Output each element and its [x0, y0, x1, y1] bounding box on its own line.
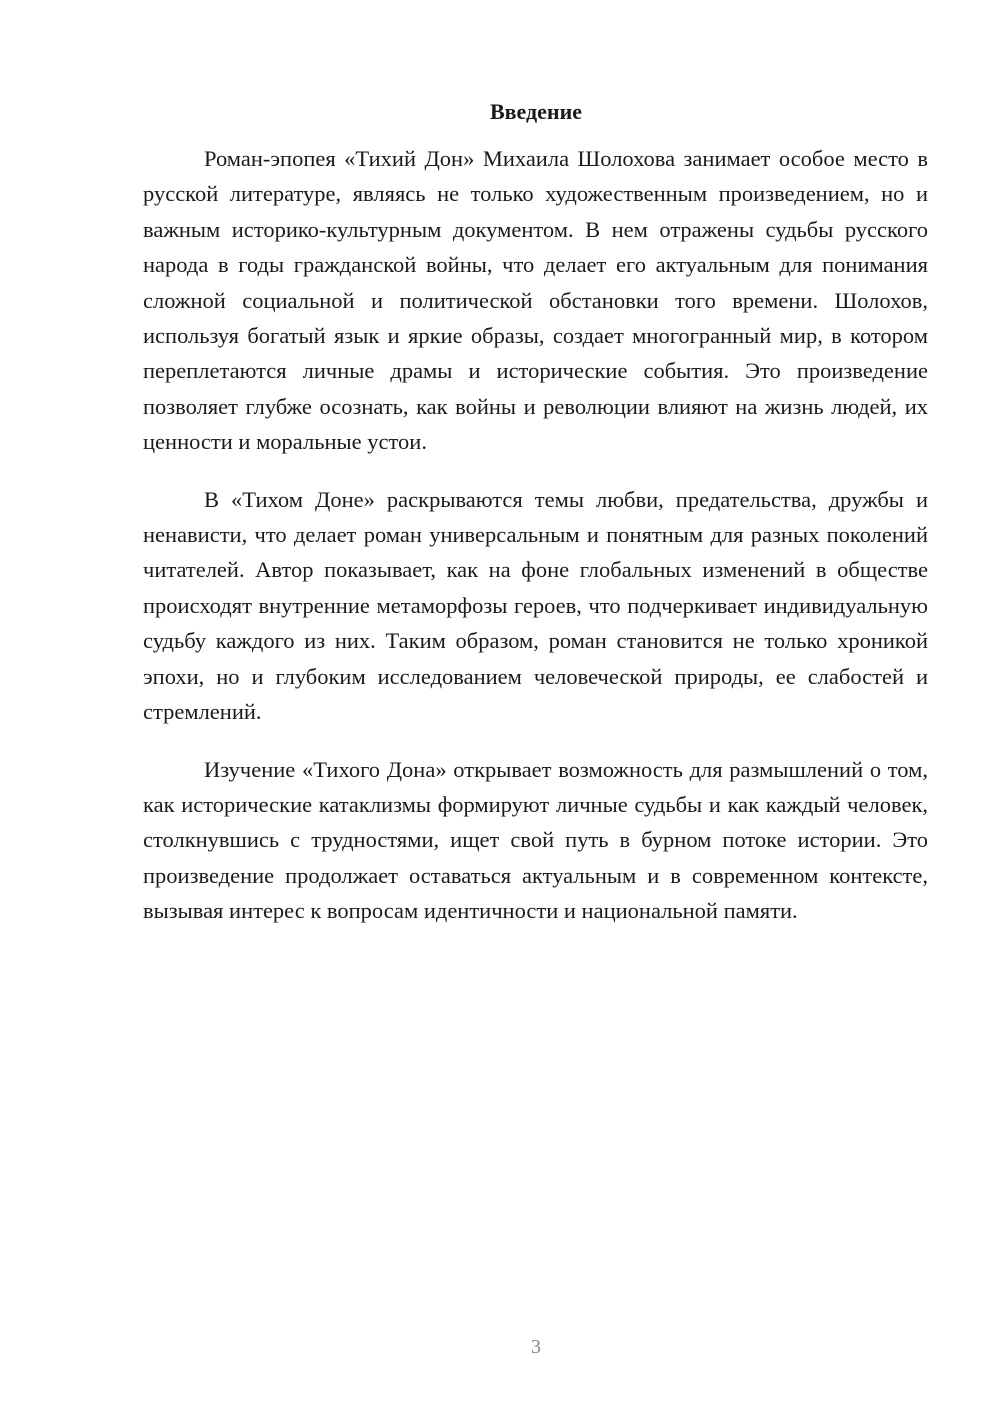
- document-body: [143, 141, 928, 951]
- paragraph-2: В «Тихом Доне» раскрываются темы любви, предательства, дружбы и ненависти, что делает роман универсальным и понятным для разных поколений читателей. Автор показывает, как на фоне глобальных изменений в обществе происходят внутренние метаморфозы героев, что подчеркивает индивидуальную судьбу каждого из них. Таким образом, роман становится не только хроникой эпохи, но и глубоким исследованием человеческой природы, ее слабостей и стремлений.: [143, 486, 928, 725]
- page-number: 3: [531, 1336, 541, 1358]
- page-title: Введение: [489, 99, 583, 124]
- paragraph-1: Роман-эпопея «Тихий Дон» Михаила Шолохова занимает особое место в русской литературе, являясь не только художественным произведением, но и важным историко-культурным документом. В нем отражены судьбы русского народа в годы гражданской войны, что делает его актуальным для понимания сложной социальной и политической обстановки того времени. Шолохов, используя богатый язык и яркие образы, создает многогранный мир, в котором переплетаются личные драмы и исторические события. Это произведение позволяет глубже осознать, как войны и революции влияют на жизнь людей, их ценности и моральные устои.: [143, 146, 928, 455]
- paragraph-3: Изучение «Тихого Дона» открывает возможность для размышлений о том, как исторические катаклизмы формируют личные судьбы и как каждый человек, столкнувшись с трудностями, ищет свой путь в бурном потоке истории. Это произведение продолжает оставаться актуальным и в современном контексте, вызывая интерес к вопросам идентичности и национальной памяти.: [143, 756, 928, 924]
